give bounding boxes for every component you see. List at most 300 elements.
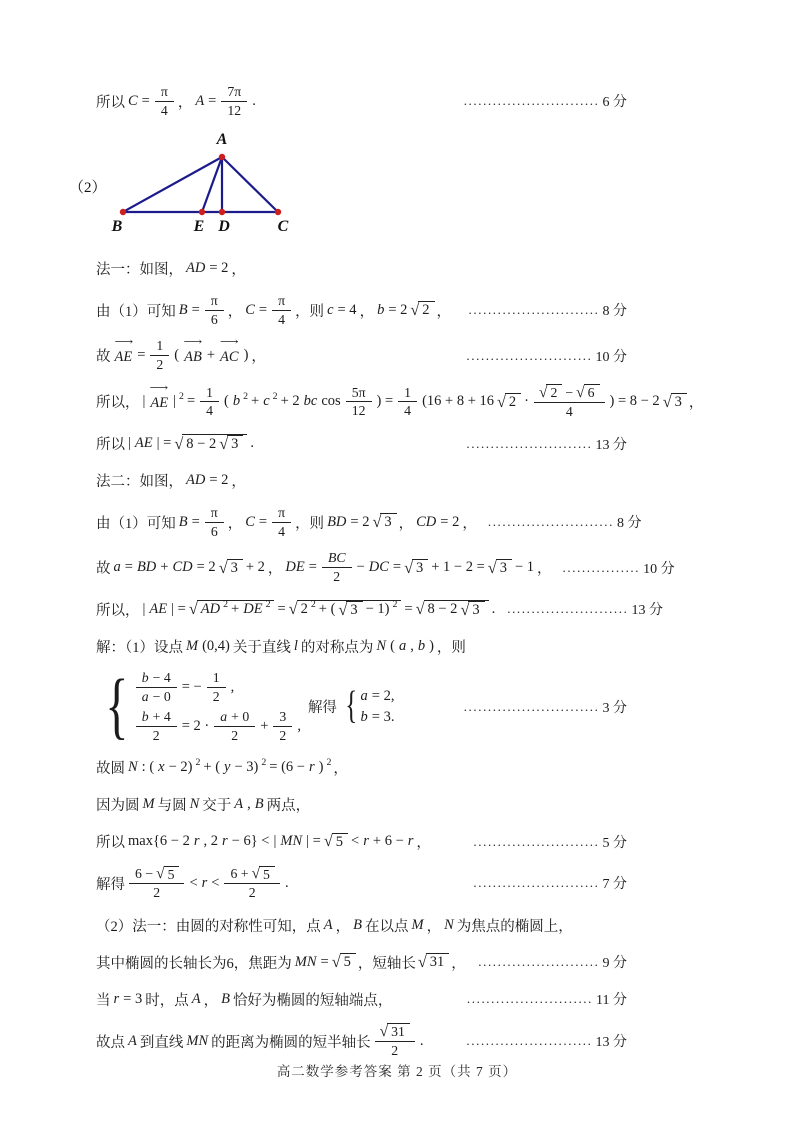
math-token: 5 [263,866,270,882]
math-token: 12 [351,403,366,419]
dot-leader [459,300,627,320]
denominator [564,403,575,420]
math-token: 5 [335,833,344,850]
score-label: 10 分 [643,561,675,577]
text-run: 由（1）可知 [96,303,176,320]
math-token: 2 [333,569,341,585]
math-line [95,550,675,585]
math-token: 6 [210,523,218,539]
math-variable: MN [294,953,317,970]
radical-icon: √ [251,865,261,883]
vertex-label: A [216,130,228,148]
radical-icon: √ [410,300,420,319]
radical-icon: √ [404,558,413,577]
text-run: ， [359,303,375,320]
math-token: + 2 [245,559,265,576]
fraction [136,670,177,705]
math-token: (16 + 8 + 16 [422,393,494,410]
math-token: + 6 − [372,833,404,849]
math-token: ( [174,347,180,364]
math-token: − 4 [152,670,171,686]
score-label: 13 分 [631,603,663,619]
radicand [387,1023,410,1040]
math-token: 1 [212,670,220,686]
score-label: 6 分 [602,95,627,111]
denominator [159,102,170,119]
math-line [95,431,627,457]
math-variable: r [363,833,369,849]
vertex-label: B [111,217,123,235]
math-token: 2 [550,385,558,401]
math-token: + ( [203,759,221,775]
dot-leader [456,1031,627,1051]
radicand [340,953,356,971]
square-root [289,600,402,619]
text-run: ， [227,303,243,320]
math-token: + 1 − 2 = [431,559,485,576]
dot-leader [457,989,627,1009]
fraction [322,550,352,585]
text-run: ， [537,561,552,578]
radicand [505,393,521,411]
math-token: + [231,601,240,618]
leader-dots: .......................... [466,1033,593,1049]
math-token: = [258,301,268,318]
vector-arrow-icon: ⟶ [149,383,169,395]
denominator [276,523,287,540]
denominator [151,727,162,744]
math-variable: CD [172,559,193,576]
equation-system [342,684,397,728]
numerator [150,338,169,356]
numerator [200,385,219,403]
math-variable: N [444,916,454,933]
math-token: = [392,559,402,576]
superscript: 2 [326,757,332,769]
math-token: = (6 − [269,759,305,775]
text-run: ，则 [295,303,325,320]
text-run: 关于直线 [232,639,291,656]
superscript: 2 [261,757,267,769]
numerator [272,505,291,523]
score-label: 11 分 [596,993,627,1009]
math-variable: DE [285,559,305,576]
math-variable: MN [186,1032,209,1049]
numerator [322,550,352,568]
math-token: | [173,393,177,410]
math-token: = [404,600,413,617]
math-token: , 2 [203,833,219,849]
math-token: 5 [167,866,175,882]
math-token: 2 [508,393,517,410]
math-token: + 0 [231,708,250,724]
math-token: = [191,301,200,318]
solution-content [69,84,704,1070]
math-token: = 2 [440,513,460,530]
math-line [95,84,627,119]
math-token: − 2) [168,759,193,775]
denominator [277,727,288,744]
text-run: 两点， [266,798,311,814]
math-token: + [260,717,269,734]
math-variable: AD [186,260,206,277]
superscript: 2 [179,391,184,403]
math-token: − 1 [514,559,535,576]
text-run: ，则 [436,639,466,656]
math-token: 31 [391,1024,405,1040]
radical-icon: √ [188,600,198,618]
dot-leader [454,697,627,717]
math-variable: BC [327,550,346,566]
score-label: 8 分 [602,304,627,320]
math-token: : ( [141,759,155,775]
radicand [671,393,687,411]
dot-leader [463,873,627,893]
text-run: ， [416,835,431,851]
denominator [229,727,240,744]
text-run: ，短轴长 [357,955,416,972]
leader-dots: .......................... [466,347,593,363]
fraction [136,709,177,744]
math-variable: CD [416,513,437,530]
text-run: 的距离为椭圆的短半轴长 [211,1034,371,1051]
math-variable: l [293,637,298,654]
vector [183,337,203,366]
denominator [209,311,220,328]
vector [219,337,239,366]
square-root [324,833,348,851]
math-variable: b [141,670,149,686]
numerator [398,385,417,403]
fraction [150,338,169,373]
denominator [389,1042,400,1059]
superscript: 2 [392,599,398,611]
text-run: 为焦点的椭圆上， [456,918,573,935]
denominator [402,402,413,419]
dot-leader [553,558,675,578]
math-token: 2 [152,727,160,743]
math-token: = 2 · [181,717,210,734]
math-token: 1 [156,338,164,354]
text-run: 所以， [96,602,140,619]
math-line [95,468,627,494]
math-variable: AE [149,600,168,617]
fraction [398,385,417,420]
math-token: 5 [343,954,351,971]
math-token: . [419,1032,424,1049]
text-run: ， [231,262,246,279]
math-variable: a [113,559,121,576]
square-root [380,1023,410,1040]
text-run: ， [203,992,219,1009]
math-line [95,338,627,373]
math-token: ) [318,759,324,775]
text-run: 到直线 [139,1034,184,1051]
leader-dots: ......................... [507,601,629,617]
math-token: ( [224,393,229,410]
math-token: ) = 8 − 2 [609,393,660,410]
radical-icon: √ [174,434,184,453]
math-token: 6 [587,385,595,401]
denominator [276,311,287,328]
superscript: 2 [310,599,316,611]
denominator [211,688,222,705]
vertex-dot [120,208,126,214]
math-variable: A [191,990,201,1007]
math-token: − 3) [234,759,259,775]
dot-leader [456,434,627,454]
math-token: = [186,393,196,410]
vector-name: AE [114,348,133,365]
radical-icon: √ [415,600,425,618]
numerator [136,670,177,688]
text-run: 由（1）可知 [96,515,176,532]
radicand [197,600,275,618]
math-token: . [284,874,289,891]
math-variable: r [308,759,315,775]
math-token: π [278,504,286,520]
math-token: − [356,559,365,576]
square-root [189,600,275,618]
math-token: 2 [279,727,287,743]
radical-icon: √ [417,953,427,972]
radicand [227,559,243,577]
math-token: 1 [404,384,412,400]
math-line [95,829,627,855]
radicand [418,301,434,319]
math-token: + 2 [280,393,300,410]
math-token: | [128,435,131,452]
math-variable: C [245,513,255,530]
square-root [174,434,247,453]
math-token: , [247,796,251,812]
math-token: 7π [227,84,242,99]
math-token: | [142,600,146,617]
math-token: 31 [429,954,445,971]
text-run: ， [436,303,452,320]
radicand [259,866,275,883]
fraction [375,1023,415,1059]
text-run: ， [335,918,351,935]
math-variable: c [327,301,334,318]
leader-dots: .......................... [466,991,594,1007]
text-run: ， [451,955,466,972]
leader-dots: .......................... [473,875,600,891]
vertex-label: E [193,217,205,235]
radicand [297,600,402,619]
math-token: − 6} < [231,833,270,849]
fraction [273,709,292,744]
denominator [151,884,162,901]
math-token: 3 [384,514,392,531]
vector-name: AC [220,348,239,365]
math-variable: M [186,637,199,654]
text-run: 法一：如图， [96,262,183,279]
text-run: 故 [96,561,111,578]
dot-leader [454,91,627,111]
fraction [200,385,219,420]
text-run: 故 [96,349,111,366]
math-token: | [273,833,277,849]
math-variable: A [234,796,244,812]
math-line [95,596,663,622]
radicand [164,866,180,883]
math-token: + ( [318,601,336,618]
math-variable: c [263,393,270,410]
math-token: , [297,717,301,734]
math-token: . [252,92,256,109]
math-line [95,949,627,975]
fraction [346,385,372,420]
math-token: 8 − 2 [186,435,217,452]
dot-leader [468,952,627,972]
math-token: 4 [206,403,214,419]
math-variable: AE [134,435,153,452]
math-token: 4 [278,311,286,327]
text-run: 交于 [202,798,232,814]
math-variable: r [113,990,120,1007]
math-token: | = [306,833,321,849]
numerator [346,385,372,403]
math-token: = 2 [350,513,370,530]
math-token: = 3 [123,990,143,1007]
triangle-edge [222,157,278,212]
math-token: 4 [278,523,286,539]
text-run: ， [227,515,243,532]
math-token: + [160,559,169,576]
math-token: < [189,874,198,891]
numerator [221,84,247,102]
dot-leader [456,346,627,366]
numerator [224,866,279,885]
text-run: 所以 [96,94,125,111]
denominator [209,523,220,540]
math-token: 3 [279,708,287,724]
math-token: = [308,559,317,576]
math-token: 3 [472,601,480,618]
text-run: 与圆 [157,798,187,814]
leader-dots: ........................... [468,302,600,318]
numerator [205,505,224,523]
superscript: 2 [223,599,229,611]
leader-dots: .......................... [466,435,593,451]
score-label: 9 分 [602,956,627,972]
math-variable: b [377,301,385,318]
brace-icon: { [105,665,129,748]
system-row [133,670,236,705]
numerator [205,293,224,311]
radical-icon: √ [460,600,470,619]
numerator [375,1023,415,1042]
math-token: = [208,92,217,109]
radicand [227,435,243,453]
math-token: 12 [227,102,242,118]
fraction [272,505,291,540]
radical-icon: √ [576,383,585,401]
math-line [95,986,627,1012]
math-token: 2 [231,727,239,743]
vertex-dot [219,153,225,159]
radical-icon: √ [379,1022,389,1040]
math-token: , [230,678,235,695]
text-run: ， [177,94,193,111]
text-run: ， [688,395,704,412]
math-token: + [251,393,260,410]
math-variable: A [195,92,205,109]
math-token: 3 [416,559,424,576]
system-rows [359,688,397,726]
text-run: （2）法一：由圆的对称性可知，点 [96,918,321,935]
text-run: ， [426,918,442,935]
vector-name: AB [184,348,202,365]
math-token: 2 [248,885,256,901]
math-token: | = [171,600,186,617]
radical-icon: √ [288,600,298,618]
text-run: 故点 [96,1034,125,1051]
radical-icon: √ [156,865,165,883]
numerator [136,709,177,727]
text-run: 当 [96,992,111,1009]
dot-leader [497,599,663,619]
text-run: 所以 [96,437,125,454]
square-root [539,384,562,401]
denominator [247,884,258,901]
math-token: = 2 [196,559,216,576]
math-variable: DE [243,601,263,618]
fraction [221,84,247,119]
math-variable: a [398,637,407,654]
vertex-label: D [218,217,230,235]
fraction [534,384,604,420]
fraction [129,866,184,902]
math-token: = [320,953,329,970]
radicand [424,600,489,619]
math-token: | [142,393,146,410]
radicand [346,601,362,619]
text-run: 在以点 [364,918,409,935]
text-run: 的对称点为 [300,639,374,656]
math-token: 6 + [230,866,249,881]
system-rows [133,670,303,743]
math-variable: C [245,301,255,318]
math-token: π [210,292,218,308]
denominator [154,356,165,373]
math-token: (0,4) [202,637,230,654]
text-run: ，则 [295,515,325,532]
radical-icon: √ [662,392,672,411]
text-run: ， [267,561,283,578]
brace-icon: { [345,684,358,728]
fraction [214,709,255,744]
text-run: 解得 [96,876,125,893]
square-root [338,601,362,619]
math-variable: C [128,92,138,109]
math-token: | = [156,435,172,452]
radical-icon: √ [331,953,341,972]
text-run: 其中椭圆的长轴长为6，焦距为 [96,955,292,972]
square-root [576,384,599,401]
text-run: 所以 [96,835,125,851]
fraction [272,293,291,328]
radical-icon: √ [487,558,497,577]
text-run: 时，点 [145,992,189,1009]
math-variable: A [323,916,333,933]
math-token: cos [321,393,341,410]
square-root [497,393,521,411]
superscript: 2 [265,599,271,611]
math-variable: M [142,796,155,812]
math-variable: AD [200,601,221,618]
